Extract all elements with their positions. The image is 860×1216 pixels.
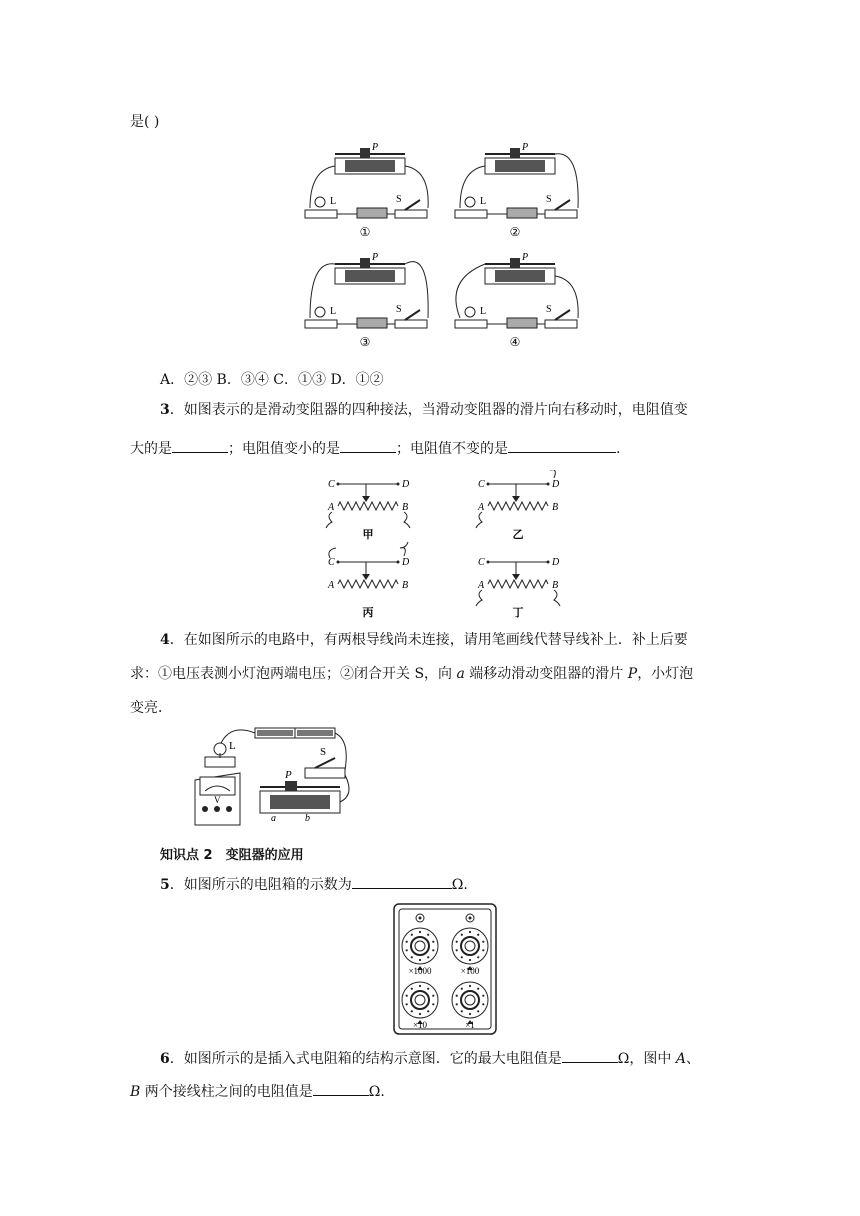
q4-text1: ．在如图所示的电路中，有两根导线尚未连接，请用笔画线代替导线补上．补上后要 xyxy=(169,632,688,648)
circuit-label-L: L xyxy=(480,306,487,317)
q5-text-b: Ω. xyxy=(451,877,468,893)
q4-fig-S: S xyxy=(320,746,327,758)
circuit-label-L: L xyxy=(330,196,337,207)
terminal-C: C xyxy=(478,479,485,490)
terminal-B: B xyxy=(552,580,559,591)
q6-line1 xyxy=(160,1048,760,1070)
q3-line2 xyxy=(130,438,730,460)
q4-circuit-figure xyxy=(185,725,365,835)
rheostat-diagram-甲 xyxy=(326,479,410,541)
q3-blank-unchanged[interactable] xyxy=(508,438,616,453)
q5-resistance-box xyxy=(392,902,498,1036)
circuit-number: ④ xyxy=(509,335,521,349)
q4-line3: 变亮． xyxy=(130,700,172,716)
q5-number: 5 xyxy=(160,877,170,893)
q6-var-B: B xyxy=(130,1084,141,1100)
circuit-label-L: L xyxy=(330,306,337,317)
terminal-A: A xyxy=(478,580,485,591)
q4-fig-L: L xyxy=(229,740,236,752)
q4-var-P: P xyxy=(627,666,638,682)
circuit-label-L: L xyxy=(480,196,487,207)
q6-var-A: A xyxy=(675,1051,686,1067)
dial-label-10: ×10 xyxy=(412,1020,428,1030)
diagram-name: 丁 xyxy=(512,607,524,619)
section-heading: 知识点 2 变阻器的应用 xyxy=(160,848,304,863)
q3-text1: ．如图表示的是滑动变阻器的四种接法，当滑动变阻器的滑片向右移动时，电阻值变 xyxy=(169,402,688,418)
circuit-number: ① xyxy=(359,225,371,239)
q6-blank-max[interactable] xyxy=(562,1048,618,1063)
terminal-A: A xyxy=(328,580,335,591)
q4-number: 4 xyxy=(160,632,170,648)
q4-var-a: a xyxy=(456,666,465,682)
terminal-D: D xyxy=(402,479,410,490)
circuit-label-P: P xyxy=(522,142,529,153)
circuit-label-P: P xyxy=(372,142,379,153)
terminal-D: D xyxy=(402,557,410,568)
q4-text2c: ，小灯泡 xyxy=(637,666,694,682)
rheostat-diagram-丁 xyxy=(476,557,560,619)
dial-label-1000: ×1000 xyxy=(408,966,432,976)
q6-text2a: 两个接线柱之间的电阻值是 xyxy=(140,1084,313,1100)
terminal-C: C xyxy=(328,479,335,490)
q4-text2a: 求：①电压表测小灯泡两端电压；②闭合开关 S，向 xyxy=(130,666,457,682)
q6-text1b: Ω，图中 xyxy=(617,1051,676,1067)
q2-stem-tail: 是( ) xyxy=(130,114,160,130)
circuit-label-S: S xyxy=(396,194,402,205)
circuit-label-P: P xyxy=(372,252,379,263)
q3-text2d: . xyxy=(616,441,621,457)
circuit-number: ③ xyxy=(359,335,371,349)
q4-fig-b: b xyxy=(305,813,310,824)
terminal-A: A xyxy=(328,502,335,513)
q4-fig-P: P xyxy=(285,769,292,781)
q4-text2b: 端移动滑动变阻器的滑片 xyxy=(464,666,628,682)
q6-text1a: ．如图所示的是插入式电阻箱的结构示意图．它的最大电阻值是 xyxy=(169,1051,562,1067)
q3-line1 xyxy=(160,399,760,421)
q3-number: 3 xyxy=(160,402,170,418)
circuit-label-S: S xyxy=(546,304,552,315)
q6-number: 6 xyxy=(160,1051,170,1067)
q4-line2 xyxy=(130,663,730,685)
diagram-name: 乙 xyxy=(512,529,524,541)
q4-fig-a: a xyxy=(271,813,276,824)
rheostat-diagram-丙 xyxy=(327,542,410,619)
circuit-1 xyxy=(305,142,428,239)
q4-line1 xyxy=(160,629,760,651)
q2-options: A．②③ B．③④ C．①③ D．①② xyxy=(160,372,384,388)
terminal-C: C xyxy=(328,557,335,568)
circuit-2 xyxy=(455,142,578,239)
circuit-label-S: S xyxy=(396,304,402,315)
terminal-A: A xyxy=(478,502,485,513)
terminal-D: D xyxy=(552,557,560,568)
q3-blank-increase[interactable] xyxy=(172,438,228,453)
q4-fig-V: V xyxy=(214,795,221,805)
circuit-label-S: S xyxy=(546,194,552,205)
circuit-3 xyxy=(305,252,428,349)
terminal-D: D xyxy=(552,479,560,490)
diagram-name: 甲 xyxy=(362,529,374,541)
circuit-label-P: P xyxy=(522,252,529,263)
q3-text2c: ；电阻值不变的是 xyxy=(396,441,508,457)
q2-circuit-figures xyxy=(300,140,600,360)
q6-line2 xyxy=(130,1081,730,1103)
q6-text2b: Ω. xyxy=(368,1084,385,1100)
q6-blank-AB[interactable] xyxy=(313,1081,369,1096)
q3-rheostat-diagrams xyxy=(320,470,580,620)
dial-label-100: ×100 xyxy=(460,966,480,976)
q5-text-a: ．如图所示的电阻箱的示数为 xyxy=(169,877,352,893)
q3-blank-decrease[interactable] xyxy=(340,438,396,453)
terminal-B: B xyxy=(402,502,409,513)
q3-text2b: ；电阻值变小的是 xyxy=(228,441,340,457)
circuit-number: ② xyxy=(509,225,521,239)
q6-text1c: 、 xyxy=(685,1051,700,1067)
terminal-B: B xyxy=(552,502,559,513)
diagram-name: 丙 xyxy=(362,607,374,619)
terminal-C: C xyxy=(478,557,485,568)
q3-text2a: 大的是 xyxy=(130,441,172,457)
rheostat-diagram-乙 xyxy=(476,470,560,541)
q5-line xyxy=(160,874,760,896)
terminal-B: B xyxy=(402,580,409,591)
q5-blank-reading[interactable] xyxy=(352,874,452,889)
circuit-4 xyxy=(455,252,578,349)
dial-label-1: ×1 xyxy=(465,1020,475,1030)
